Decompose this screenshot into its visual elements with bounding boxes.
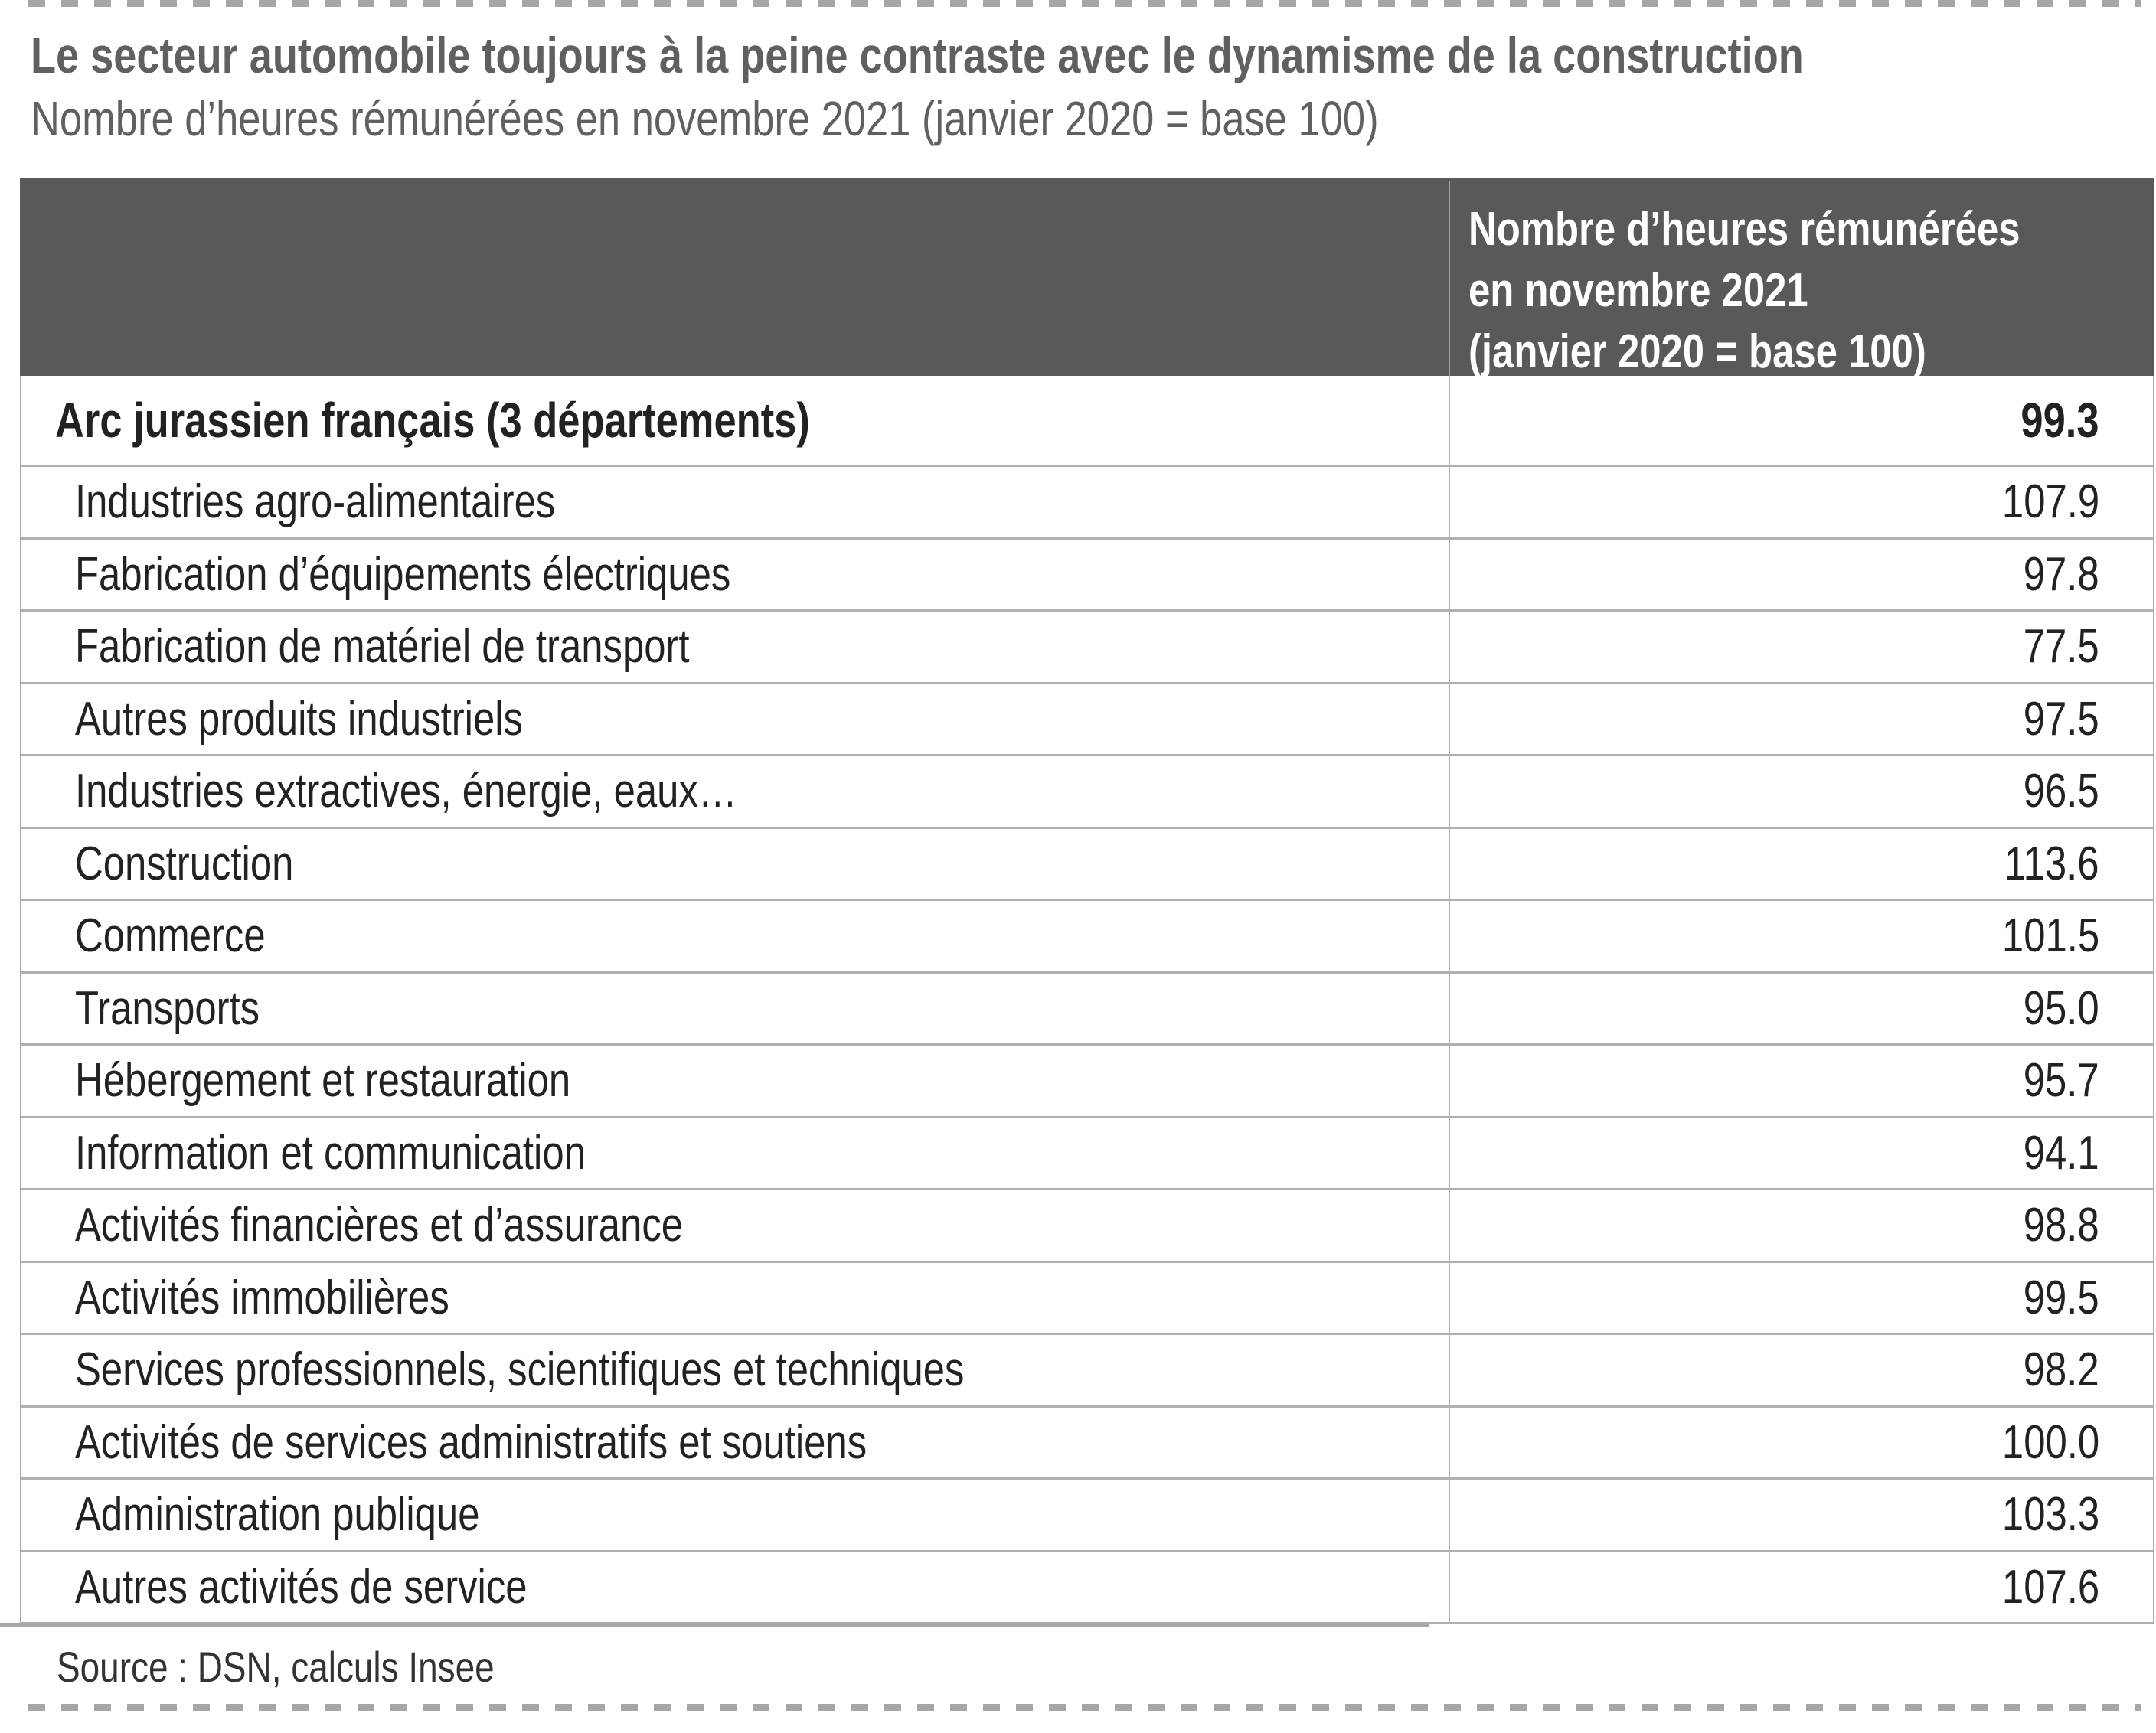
row-label-text: Commerce xyxy=(75,909,266,963)
row-label xyxy=(75,1046,679,1116)
source-note-text: Source : DSN, calculs Insee xyxy=(57,1643,495,1691)
row-value xyxy=(2007,1118,2099,1189)
row-value xyxy=(1981,1480,2099,1550)
row-label xyxy=(75,901,307,971)
row-value xyxy=(1981,1552,2099,1623)
page-subtitle xyxy=(31,90,1674,147)
row-label xyxy=(75,1552,626,1623)
row-value-text: 99.3 xyxy=(2020,393,2099,448)
row-label-text: Autres produits industriels xyxy=(75,692,523,746)
row-label-text: Services professionnels, scientifiques et techniques xyxy=(75,1343,965,1397)
row-value xyxy=(2007,1046,2099,1116)
header-line-text: (janvier 2020 = base 100) xyxy=(1468,325,1926,378)
page-title-text: Le secteur automobile toujours à la peine contraste avec le dynamisme de la construction xyxy=(31,27,1804,83)
row-value-text: 77.5 xyxy=(2024,620,2099,674)
row-value-text: 107.6 xyxy=(2001,1560,2099,1614)
row-label-text: Activités immobilières xyxy=(75,1271,449,1324)
row-label-text: Autres activités de service xyxy=(75,1560,528,1614)
table-row-total xyxy=(20,376,2154,467)
row-value-text: 113.6 xyxy=(2004,837,2099,890)
table-row xyxy=(20,1263,2154,1336)
row-value xyxy=(2007,612,2099,682)
row-value xyxy=(2007,756,2099,827)
row-label-text: Administration publique xyxy=(75,1488,480,1542)
row-label-text: Arc jurassien français (3 départements) xyxy=(55,393,810,448)
row-value-text: 107.9 xyxy=(2001,475,2099,529)
table-row xyxy=(20,974,2154,1046)
row-value-text: 97.5 xyxy=(2024,692,2099,746)
row-value-text: 95.0 xyxy=(2024,981,2099,1035)
row-value-text: 100.0 xyxy=(2001,1415,2099,1469)
header-line-text: Nombre d’heures rémunérées xyxy=(1468,203,2020,256)
table-row xyxy=(20,901,2154,974)
row-label xyxy=(75,1408,1040,1478)
source-note xyxy=(57,1643,590,1692)
row-label-text: Fabrication d’équipements électriques xyxy=(75,547,731,601)
column-divider xyxy=(1449,1480,1450,1552)
row-label xyxy=(75,829,341,899)
row-label-text: Activités de services administratifs et soutiens xyxy=(75,1415,867,1469)
row-label xyxy=(75,684,621,755)
column-divider xyxy=(1449,1335,1450,1408)
row-value xyxy=(1981,1408,2099,1478)
column-divider xyxy=(1449,829,1450,902)
header-line-text: en novembre 2021 xyxy=(1468,264,1808,317)
row-value-text: 101.5 xyxy=(2001,909,2099,963)
value-column-header-line xyxy=(1468,199,2141,260)
table-row xyxy=(20,1480,2154,1552)
row-label xyxy=(75,540,874,610)
table-row xyxy=(20,467,2154,540)
row-value xyxy=(2004,376,2099,465)
row-label-text: Hébergement et restauration xyxy=(75,1054,571,1108)
table-row xyxy=(20,829,2154,902)
row-value-text: 94.1 xyxy=(2024,1126,2099,1180)
column-divider xyxy=(1449,974,1450,1046)
row-value-text: 98.8 xyxy=(2024,1199,2099,1252)
value-column-header-line xyxy=(1468,321,2141,383)
table-row xyxy=(20,1335,2154,1408)
row-value xyxy=(1981,467,2099,537)
table-row xyxy=(20,540,2154,612)
row-value-text: 95.7 xyxy=(2024,1054,2099,1108)
row-label xyxy=(75,612,825,682)
table-row xyxy=(20,1408,2154,1480)
column-divider xyxy=(1449,756,1450,829)
value-column-header xyxy=(1468,199,2141,383)
column-divider xyxy=(1449,540,1450,612)
row-label-text: Industries agro-alimentaires xyxy=(75,475,556,529)
row-value xyxy=(2007,540,2099,610)
header-column-divider xyxy=(1449,181,1450,376)
row-label xyxy=(75,467,661,537)
row-value-text: 96.5 xyxy=(2024,765,2099,818)
column-divider xyxy=(1449,1263,1450,1336)
row-value xyxy=(2007,684,2099,755)
table-row xyxy=(20,1118,2154,1191)
row-label-text: Industries extractives, énergie, eaux… xyxy=(75,765,737,818)
row-label xyxy=(75,1480,569,1550)
column-divider xyxy=(1449,901,1450,974)
table-row xyxy=(20,1552,2154,1625)
table-body xyxy=(20,467,2154,1624)
table-row xyxy=(20,684,2154,757)
row-value-text: 103.3 xyxy=(2001,1488,2099,1542)
row-value xyxy=(2007,1263,2099,1333)
row-value xyxy=(2007,974,2099,1044)
table-row xyxy=(20,756,2154,829)
bottom-dashed-rule xyxy=(28,1704,2141,1711)
column-divider xyxy=(1449,1190,1450,1263)
row-label-text: Construction xyxy=(75,837,294,890)
table-row xyxy=(20,1190,2154,1263)
row-value xyxy=(1981,901,2099,971)
page-subtitle-text: Nombre d’heures rémunérées en novembre 2021 (janvier 2020 = base 100) xyxy=(31,91,1379,146)
row-label-text: Information et communication xyxy=(75,1126,586,1180)
table-footer-rule xyxy=(0,1623,1429,1627)
column-divider xyxy=(1449,376,1450,467)
table-header xyxy=(20,178,2154,376)
row-value xyxy=(1984,829,2099,899)
row-label-text: Fabrication de matériel de transport xyxy=(75,620,690,674)
column-divider xyxy=(1449,612,1450,684)
row-label xyxy=(55,376,975,465)
value-column-header-line xyxy=(1468,260,2141,321)
row-label xyxy=(75,1263,531,1333)
column-divider xyxy=(1449,1552,1450,1625)
row-value xyxy=(2007,1190,2099,1261)
top-dashed-rule xyxy=(28,0,2141,7)
row-label-text: Activités financières et d’assurance xyxy=(75,1199,684,1252)
page-title xyxy=(31,26,2156,84)
row-value xyxy=(2007,1335,2099,1405)
data-table xyxy=(20,178,2154,1624)
row-value-text: 99.5 xyxy=(2024,1271,2099,1324)
row-label xyxy=(75,974,300,1044)
row-label xyxy=(75,756,883,827)
row-value-text: 98.2 xyxy=(2024,1343,2099,1397)
column-divider xyxy=(1449,684,1450,757)
table-row xyxy=(20,612,2154,684)
column-divider xyxy=(1449,1118,1450,1191)
column-divider xyxy=(1449,1046,1450,1118)
row-label xyxy=(75,1118,697,1189)
table-row xyxy=(20,1046,2154,1118)
row-label-text: Transports xyxy=(75,981,260,1035)
row-value-text: 97.8 xyxy=(2024,547,2099,601)
row-label xyxy=(75,1335,1159,1405)
column-divider xyxy=(1449,1408,1450,1480)
row-label xyxy=(75,1190,816,1261)
column-divider xyxy=(1449,467,1450,540)
